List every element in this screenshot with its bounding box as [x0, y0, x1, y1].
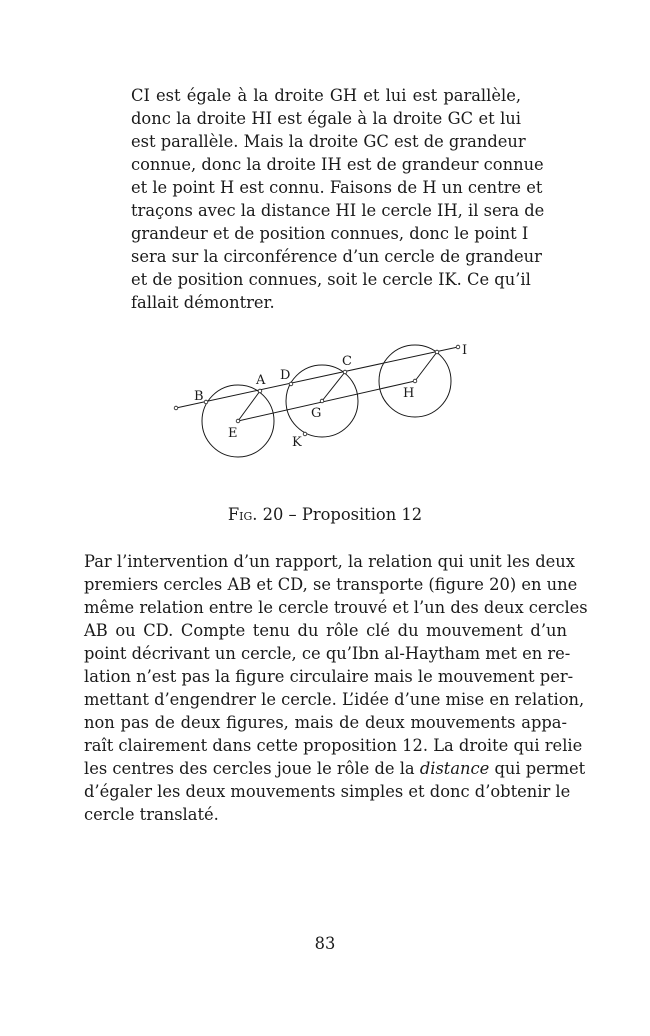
label-c: C — [342, 354, 352, 369]
body-line: lation n’est pas la figure circulaire mais le mouvement per- — [84, 667, 574, 686]
point-c — [343, 370, 347, 374]
body-line: cercle translaté. — [84, 805, 219, 824]
quote-line: et de position connues, soit le cercle IK. Ce qu’il — [131, 270, 531, 289]
quote-line: fallait démontrer. — [131, 293, 275, 312]
point-h — [413, 379, 417, 383]
body-line: AB ou CD. Compte tenu du rôle clé du mouvement d’un — [84, 621, 567, 640]
page-number: 83 — [314, 934, 336, 953]
point-g — [320, 399, 324, 403]
body-line: d’égaler les deux mouvements simples et donc d’obtenir le — [84, 782, 571, 801]
body-text: les centres des cercles joue le rôle de la — [84, 759, 420, 778]
point-i — [456, 345, 460, 349]
label-g: G — [311, 406, 322, 421]
body-paragraph — [84, 550, 588, 826]
quote-line: traçons avec la distance HI le cercle IH, il sera de — [131, 201, 545, 220]
point-a — [258, 389, 262, 393]
label-k: K — [292, 435, 302, 450]
quote-line: donc la droite HI est égale à la droite GC et lui — [131, 109, 521, 128]
body-line — [84, 757, 586, 780]
quote-line: connue, donc la droite IH est de grandeur connue — [131, 155, 544, 174]
body-line: point décrivant un cercle, ce qu’Ibn al-Haytham met en re- — [84, 644, 571, 663]
segment-gc — [322, 372, 345, 401]
caption-prefix: Fig. 20 — [227, 505, 284, 524]
body-line: Par l’intervention d’un rapport, la relation qui unit les deux — [84, 552, 575, 571]
body-line: raît clairement dans cette proposition 12. La droite qui relie — [84, 736, 583, 755]
point-e — [236, 419, 240, 423]
figure-caption — [0, 505, 650, 524]
point-b — [204, 400, 208, 404]
quote-line: et le point H est connu. Faisons de H un centre et — [131, 178, 543, 197]
body-line: non pas de deux figures, mais de deux mouvements appa- — [84, 713, 567, 732]
quote-line: est parallèle. Mais la droite GC est de grandeur — [131, 132, 526, 151]
body-text: qui permet — [489, 759, 586, 778]
body-line: premiers cercles AB et CD, se transporte (figure 20) en une — [84, 575, 578, 594]
caption-dash: – — [283, 505, 302, 524]
body-line: même relation entre le cercle trouvé et l’un des deux cercles — [84, 598, 588, 617]
label-h: H — [403, 386, 415, 401]
body-line: mettant d’engendrer le cercle. L’idée d’une mise en relation, — [84, 690, 585, 709]
emphasis-distance: distance — [419, 759, 490, 778]
quote-line: sera sur la circonférence d’un cercle de grandeur — [131, 247, 542, 266]
point-k — [303, 432, 307, 436]
label-d: D — [280, 368, 291, 383]
caption-title: Proposition 12 — [301, 505, 423, 524]
label-i: I — [462, 343, 468, 358]
geometry-figure — [0, 330, 650, 470]
label-e: E — [228, 426, 238, 441]
point-left-end — [174, 406, 178, 410]
quote-line: grandeur et de position connues, donc le point I — [131, 224, 529, 243]
line-bi — [176, 347, 458, 408]
quote-line: CI est égale à la droite GH et lui est parallèle, — [131, 86, 521, 105]
segment-hi — [415, 352, 437, 381]
quoted-proposition-text — [131, 84, 545, 314]
label-b: B — [194, 389, 204, 404]
label-a: A — [256, 373, 266, 388]
point-i-on-circle — [435, 350, 439, 354]
